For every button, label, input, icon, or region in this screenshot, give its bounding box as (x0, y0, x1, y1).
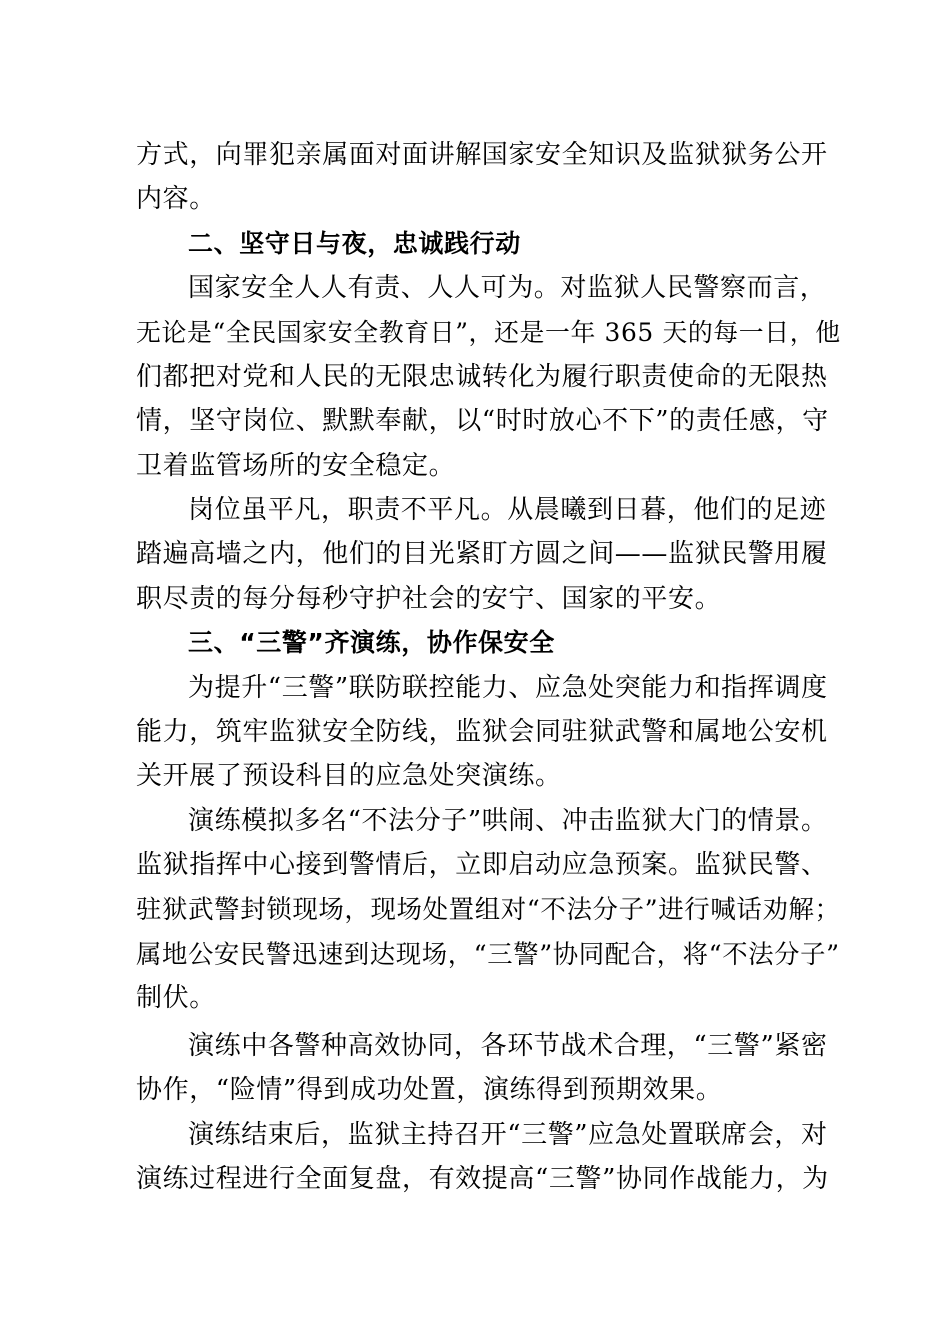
paragraph-line: 关开展了预设科目的应急处突演练。 (136, 761, 562, 791)
section-heading: 二、坚守日与夜，忠诚践行动 (188, 229, 521, 258)
paragraph-line: 卫着监管场所的安全稳定。 (136, 451, 456, 481)
paragraph-line: 监狱指挥中心接到警情后，立即启动应急预案。监狱民警、 (136, 850, 828, 880)
paragraph-line: 能力，筑牢监狱安全防线，监狱会同驻狱武警和属地公安机 (136, 717, 828, 747)
paragraph-line: 为提升“三警”联防联控能力、应急处突能力和指挥调度 (188, 673, 828, 703)
paragraph-line: 方式，向罪犯亲属面对面讲解国家安全知识及监狱狱务公开 (136, 140, 828, 170)
paragraph-line: 制伏。 (136, 983, 216, 1013)
paragraph-line: 协作，“险情”得到成功处置，演练得到预期效果。 (136, 1075, 723, 1105)
paragraph-line: 们都把对党和人民的无限忠诚转化为履行职责使命的无限热 (136, 362, 828, 392)
section-heading: 三、“三警”齐演练，协作保安全 (188, 628, 555, 657)
paragraph-line: 情，坚守岗位、默默奉献，以“时时放心不下”的责任感，守 (136, 406, 829, 436)
paragraph-line: 演练结束后，监狱主持召开“三警”应急处置联席会，对 (188, 1120, 828, 1150)
paragraph-line: 演练中各警种高效协同，各环节战术合理，“三警”紧密 (188, 1031, 828, 1061)
paragraph-line: 岗位虽平凡，职责不平凡。从晨曦到日暮，他们的足迹 (188, 495, 827, 525)
paragraph-line: 踏遍高墙之内，他们的目光紧盯方圆之间——监狱民警用履 (136, 539, 828, 569)
paragraph-line: 属地公安民警迅速到达现场，“三警”协同配合，将“不法分子” (136, 939, 840, 969)
paragraph-line: 无论是“全民国家安全教育日”，还是一年 365 天的每一日，他 (136, 318, 841, 347)
paragraph-line: 演练模拟多名“不法分子”哄闹、冲击监狱大门的情景。 (188, 806, 828, 836)
paragraph-line: 职尽责的每分每秒守护社会的安宁、国家的平安。 (136, 584, 722, 614)
paragraph-line: 内容。 (136, 184, 216, 214)
paragraph-line: 驻狱武警封锁现场，现场处置组对“不法分子”进行喊话劝解； (136, 895, 841, 925)
paragraph-line: 国家安全人人有责、人人可为。对监狱人民警察而言， (188, 273, 827, 303)
paragraph-line: 演练过程进行全面复盘，有效提高“三警”协同作战能力，为 (136, 1164, 829, 1194)
